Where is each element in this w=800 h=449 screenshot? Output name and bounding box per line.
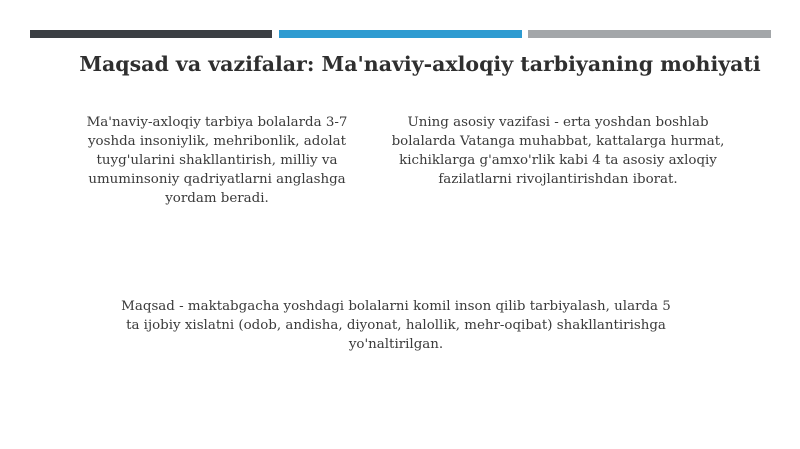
bottom-text-block: Maqsad - maktabgacha yoshdagi bolalarni komil inson qilib tarbiyalash, ularda 5 ta ijobiy xislatni (odob, andisha, diyonat, halollik, mehr-oqibat) shakllantirishga yo'naltirilgan. — [121, 299, 671, 352]
left-text-block: Ma'naviy-axloqiy tarbiya bolalarda 3-7 yoshda insoniylik, mehribonlik, adolat tuyg'ularini shakllantirish, milliy va umuminsoniy qadriyatlarni anglashga yordam beradi. — [86, 115, 348, 206]
slide-title: Maqsad va vazifalar: Ma'naviy-axloqiy tarbiyaning mohiyati — [79, 52, 761, 76]
right-text-block: Uning asosiy vazifasi - erta yoshdan boshlab bolalarda Vatanga muhabbat, kattalarga hurmat, kichiklarga g'amxo'rlik kabi 4 ta asosiy axloqiy fazilatlarni rivojlantirishdan iborat. — [391, 115, 725, 187]
accent-bar-gray — [528, 30, 771, 38]
accent-bar-blue — [279, 30, 522, 38]
accent-bar-dark — [30, 30, 272, 38]
